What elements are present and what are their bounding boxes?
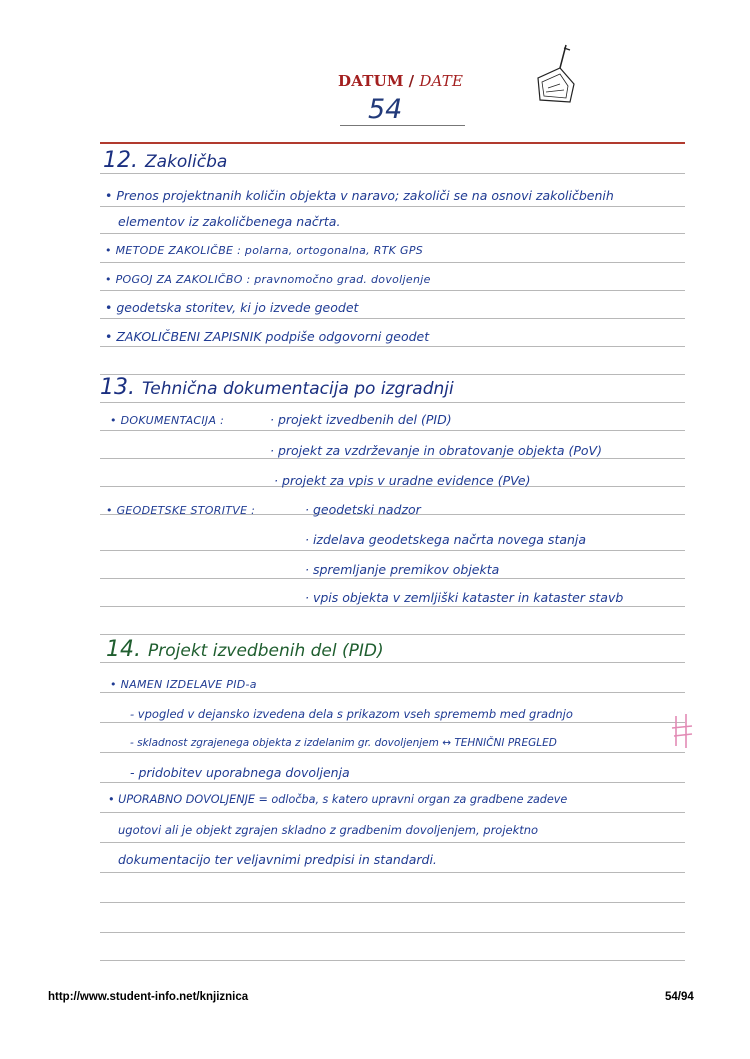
highlight-marks-icon <box>670 712 700 752</box>
header-red-rule <box>100 142 685 144</box>
ruled-line <box>100 872 685 873</box>
section-12-line: • POGOJ ZA ZAKOLIČBO : pravnomočno grad. dovoljenje <box>105 273 431 286</box>
ruled-line <box>100 722 685 723</box>
section-12-line: • Prenos projektnanih količin objekta v naravo; zakoliči se na osnovi zakoličbenih <box>105 188 614 203</box>
geodetic-services-item: · izdelava geodetskega načrta novega stanja <box>305 532 587 547</box>
documentation-item: · projekt za vpis v uradne evidence (PVe) <box>274 473 531 488</box>
ruled-line <box>100 458 685 459</box>
geodetic-services-item: · spremljanje premikov objekta <box>305 562 500 577</box>
section-13-heading: 13. Tehnična dokumentacija po izgradnji <box>100 375 454 400</box>
geodetic-services-item: · vpis objekta v zemljiški kataster in kataster stavb <box>305 590 624 605</box>
documentation-label: • DOKUMENTACIJA : <box>110 414 225 427</box>
use-permit-line: ugotovi ali je objekt zgrajen skladno z gradbenim dovoljenjem, projektno <box>118 823 539 837</box>
pencil-doodle-icon <box>530 40 590 110</box>
ruled-line <box>100 346 685 347</box>
ruled-line <box>100 233 685 234</box>
handwritten-page-number: 54 <box>368 94 403 125</box>
ruled-line <box>100 578 685 579</box>
ruled-line <box>100 960 685 961</box>
ruled-line <box>100 430 685 431</box>
documentation-item: · projekt za vzdrževanje in obratovanje objekta (PoV) <box>270 443 602 458</box>
ruled-line <box>100 932 685 933</box>
section-12-line: • geodetska storitev, ki jo izvede geodet <box>105 300 359 315</box>
ruled-line <box>100 550 685 551</box>
ruled-line <box>100 842 685 843</box>
pid-purpose-item: - vpogled v dejansko izvedena dela s prikazom vseh sprememb med gradnjo <box>130 707 573 721</box>
geodetic-services-item: · geodetski nadzor <box>305 502 421 517</box>
pid-purpose-item: - skladnost zgrajenega objekta z izdelanim gr. dovoljenjem ↔ TEHNIČNI PREGLED <box>130 737 557 749</box>
ruled-line <box>100 902 685 903</box>
ruled-line <box>100 782 685 783</box>
ruled-line <box>100 206 685 207</box>
ruled-line <box>100 606 685 607</box>
date-underline <box>340 125 465 126</box>
footer-page-count: 54/94 <box>665 991 694 1003</box>
datum-label: DATUM / DATE <box>338 72 464 90</box>
section-12-line: elementov iz zakoličbenega načrta. <box>118 214 341 229</box>
pid-purpose-item: - pridobitev uporabnega dovoljenja <box>130 765 350 780</box>
ruled-line <box>100 662 685 663</box>
geodetic-services-label: • GEODETSKE STORITVE : <box>106 504 256 517</box>
section-14-heading: 14. Projekt izvedbenih del (PID) <box>106 637 384 662</box>
use-permit-line: dokumentacijo ter veljavnimi predpisi in standardi. <box>118 852 437 867</box>
ruled-line <box>100 634 685 635</box>
pid-purpose-label: • NAMEN IZDELAVE PID-a <box>110 678 257 691</box>
footer-url: http://www.student-info.net/knjiznica <box>48 991 249 1003</box>
section-12-line: • METODE ZAKOLIČBE : polarna, ortogonalna, RTK GPS <box>105 244 424 257</box>
ruled-line <box>100 318 685 319</box>
ruled-line <box>100 812 685 813</box>
ruled-line <box>100 262 685 263</box>
documentation-item: · projekt izvedbenih del (PID) <box>270 412 452 427</box>
ruled-line <box>100 752 685 753</box>
ruled-line <box>100 290 685 291</box>
use-permit-line: • UPORABNO DOVOLJENJE = odločba, s katero upravni organ za gradbene zadeve <box>108 793 568 806</box>
section-12-line: • ZAKOLIČBENI ZAPISNIK podpiše odgovorni geodet <box>105 329 430 344</box>
section-12-heading: 12. Zakoličba <box>103 148 228 173</box>
ruled-line <box>100 402 685 403</box>
ruled-line <box>100 173 685 174</box>
ruled-line <box>100 692 685 693</box>
